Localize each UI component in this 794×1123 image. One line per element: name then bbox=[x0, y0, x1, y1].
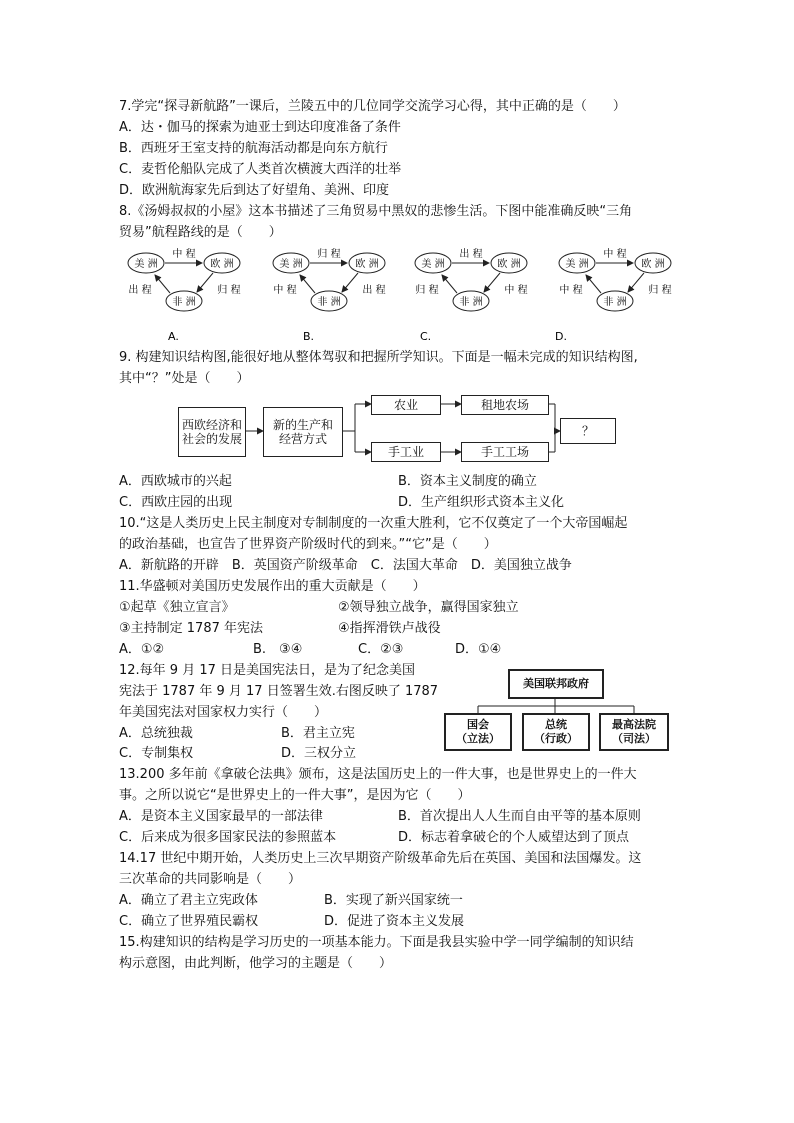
q12-box-federal-government: 美国联邦政府 bbox=[508, 669, 604, 699]
q7-option-b: B．西班牙王室支持的航海活动都是向东方航行 bbox=[119, 141, 388, 156]
q8c-top: 出 程 bbox=[459, 249, 483, 260]
q9-option-a: A．西欧城市的兴起 bbox=[119, 474, 232, 489]
q13-option-b: B．首次提出人人生而自由平等的基本原则 bbox=[398, 809, 641, 824]
q12-option-d: D．三权分立 bbox=[281, 746, 357, 761]
q8-stem-line1: 8.《汤姆叔叔的小屋》这本书描述了三角贸易中黑奴的悲惨生活。下图中能准确反映“三角 bbox=[119, 204, 633, 219]
q13-option-d: D．标志着拿破仑的个人威望达到了顶点 bbox=[398, 830, 630, 845]
q8c-left: 归 程 bbox=[415, 285, 439, 296]
q9-box-west-europe-development: 西欧经济和社会的发展 bbox=[178, 407, 246, 457]
q7-option-a: A．达・伽马的探索为迪亚士到达印度准备了条件 bbox=[119, 120, 401, 135]
q13-option-a: A．是资本主义国家最早的一部法律 bbox=[119, 809, 323, 824]
q12-stem-line2: 宪法于 1787 年 9 月 17 日签署生效.右图反映了 1787 bbox=[119, 684, 439, 699]
q14-option-b: B．实现了新兴国家统一 bbox=[324, 893, 463, 908]
q9-box-unknown: ？ bbox=[560, 418, 616, 444]
q8-diagram-d bbox=[555, 247, 672, 343]
q8-triangle-diagrams bbox=[0, 245, 794, 345]
q12-congress-role: （立法） bbox=[456, 732, 500, 745]
q8b-africa: 非 洲 bbox=[317, 297, 341, 308]
q11-option-b: B. ③④ bbox=[253, 642, 303, 657]
q8a-letter: A. bbox=[168, 330, 179, 343]
q14-option-c: C．确立了世界殖民霸权 bbox=[119, 914, 259, 929]
q15-stem-line2: 构示意图，由此判断，他学习的主题是（ ） bbox=[119, 956, 393, 971]
q8c-america: 美 洲 bbox=[421, 259, 445, 270]
q8a-right: 归 程 bbox=[217, 285, 241, 296]
q9-box-handicraft: 手工业 bbox=[371, 442, 441, 462]
q12-box-president bbox=[522, 713, 590, 751]
q7-stem: 7.学完“探寻新航路”一课后，兰陵五中的几位同学交流学习心得，其中正确的是（ ） bbox=[119, 99, 626, 114]
q8b-right: 出 程 bbox=[362, 285, 386, 296]
q8b-top: 归 程 bbox=[317, 249, 341, 260]
q9-option-b: B．资本主义制度的确立 bbox=[398, 474, 537, 489]
q11-item-3: ③主持制定 1787 年宪法 bbox=[119, 621, 264, 636]
q12-option-b: B．君主立宪 bbox=[281, 726, 355, 741]
q7-option-d: D．欧洲航海家先后到达了好望角、美洲、印度 bbox=[119, 183, 390, 198]
q8c-right: 中 程 bbox=[504, 285, 528, 296]
q12-option-a: A．总统独裁 bbox=[119, 726, 193, 741]
q11-stem: 11.华盛顿对美国历史发展作出的重大贡献是（ ） bbox=[119, 579, 426, 594]
q13-stem-line2: 事。之所以说它“是世界史上的一件大事”，是因为它（ ） bbox=[119, 788, 471, 803]
q8a-europe: 欧 洲 bbox=[210, 259, 234, 270]
q8-stem-line2: 贸易”航程路线的是（ ） bbox=[119, 225, 282, 240]
q12-option-c: C．专制集权 bbox=[119, 746, 194, 761]
q13-stem-line1: 13.200 多年前《拿破仑法典》颁布，这是法国历史上的一件大事，也是世界史上的一件大 bbox=[119, 767, 637, 782]
q9-stem-line2: 其中“？”处是（ ） bbox=[119, 371, 250, 386]
q9-box-workshop: 手工工场 bbox=[461, 442, 549, 462]
q8d-america: 美 洲 bbox=[565, 259, 589, 270]
q8b-left: 中 程 bbox=[273, 285, 297, 296]
q8c-europe: 欧 洲 bbox=[497, 259, 521, 270]
q14-stem-line1: 14.17 世纪中期开始，人类历史上三次早期资产阶级革命先后在英国、美国和法国爆发。这 bbox=[119, 851, 642, 866]
q11-option-a: A．①② bbox=[119, 642, 165, 657]
q11-item-4: ④指挥滑铁卢战役 bbox=[338, 621, 441, 636]
q8d-letter: D. bbox=[555, 330, 567, 343]
q11-option-d: D．①④ bbox=[455, 642, 502, 657]
q7-option-c: C．麦哲伦船队完成了人类首次横渡大西洋的壮举 bbox=[119, 162, 402, 177]
q11-item-1: ①起草《独立宣言》 bbox=[119, 600, 235, 615]
q8a-america: 美 洲 bbox=[134, 259, 158, 270]
q8c-letter: C. bbox=[420, 330, 432, 343]
q12-stem-line1: 12.每年 9 月 17 日是美国宪法日，是为了纪念美国 bbox=[119, 663, 416, 678]
q8-diagram-a bbox=[128, 247, 241, 343]
q9-box-new-production: 新的生产和经营方式 bbox=[263, 407, 343, 457]
q9-option-c: C．西欧庄园的出现 bbox=[119, 495, 233, 510]
q8d-africa: 非 洲 bbox=[603, 297, 627, 308]
q10-stem-line2: 的政治基础，也宣告了世界资产阶级时代的到来。”“它”是（ ） bbox=[119, 537, 497, 552]
q8d-europe: 欧 洲 bbox=[641, 259, 665, 270]
q12-box-supreme-court bbox=[599, 713, 669, 751]
q8c-africa: 非 洲 bbox=[459, 297, 483, 308]
q12-box-congress bbox=[444, 713, 512, 751]
q8b-europe: 欧 洲 bbox=[355, 259, 379, 270]
q12-stem-line3: 年美国宪法对国家权力实行（ ） bbox=[119, 705, 328, 720]
q9-stem-line1: 9. 构建知识结构图,能很好地从整体驾驭和把握所学知识。下面是一幅未完成的知识结构图, bbox=[119, 350, 638, 365]
q8a-left: 出 程 bbox=[128, 285, 152, 296]
q9-box-leased-farm: 租地农场 bbox=[461, 395, 549, 415]
q15-stem-line1: 15.构建知识的结构是学习历史的一项基本能力。下面是我县实验中学一同学编制的知识结 bbox=[119, 935, 634, 950]
q10-options: A．新航路的开辟 B．英国资产阶级革命 C．法国大革命 D．美国独立战争 bbox=[119, 558, 572, 573]
q11-item-2: ②领导独立战争，赢得国家独立 bbox=[338, 600, 519, 615]
q14-stem-line2: 三次革命的共同影响是（ ） bbox=[119, 872, 302, 887]
q12-president-label: 总统 bbox=[545, 718, 567, 731]
q10-stem-line1: 10.“这是人类历史上民主制度对专制制度的一次重大胜利，它不仅奠定了一个大帝国崛起 bbox=[119, 516, 628, 531]
q8d-right: 归 程 bbox=[648, 285, 672, 296]
q9-option-d: D．生产组织形式资本主义化 bbox=[398, 495, 565, 510]
q12-president-role: （行政） bbox=[534, 732, 578, 745]
q12-court-label: 最高法院 bbox=[612, 718, 656, 731]
q9-box-agriculture: 农业 bbox=[371, 395, 441, 415]
q8-diagram-b bbox=[273, 247, 386, 343]
q8a-africa: 非 洲 bbox=[172, 297, 196, 308]
q11-option-c: C．②③ bbox=[358, 642, 404, 657]
q8d-left: 中 程 bbox=[559, 285, 583, 296]
q13-option-c: C．后来成为很多国家民法的参照蓝本 bbox=[119, 830, 337, 845]
q14-option-d: D．促进了资本主义发展 bbox=[324, 914, 465, 929]
q8a-top: 中 程 bbox=[172, 249, 196, 260]
q8-diagram-c bbox=[415, 247, 528, 343]
q12-congress-label: 国会 bbox=[467, 718, 489, 731]
q8d-top: 中 程 bbox=[603, 249, 627, 260]
q12-court-role: （司法） bbox=[612, 732, 656, 745]
q8b-letter: B. bbox=[303, 330, 315, 343]
q14-option-a: A．确立了君主立宪政体 bbox=[119, 893, 258, 908]
q8b-america: 美 洲 bbox=[279, 259, 303, 270]
